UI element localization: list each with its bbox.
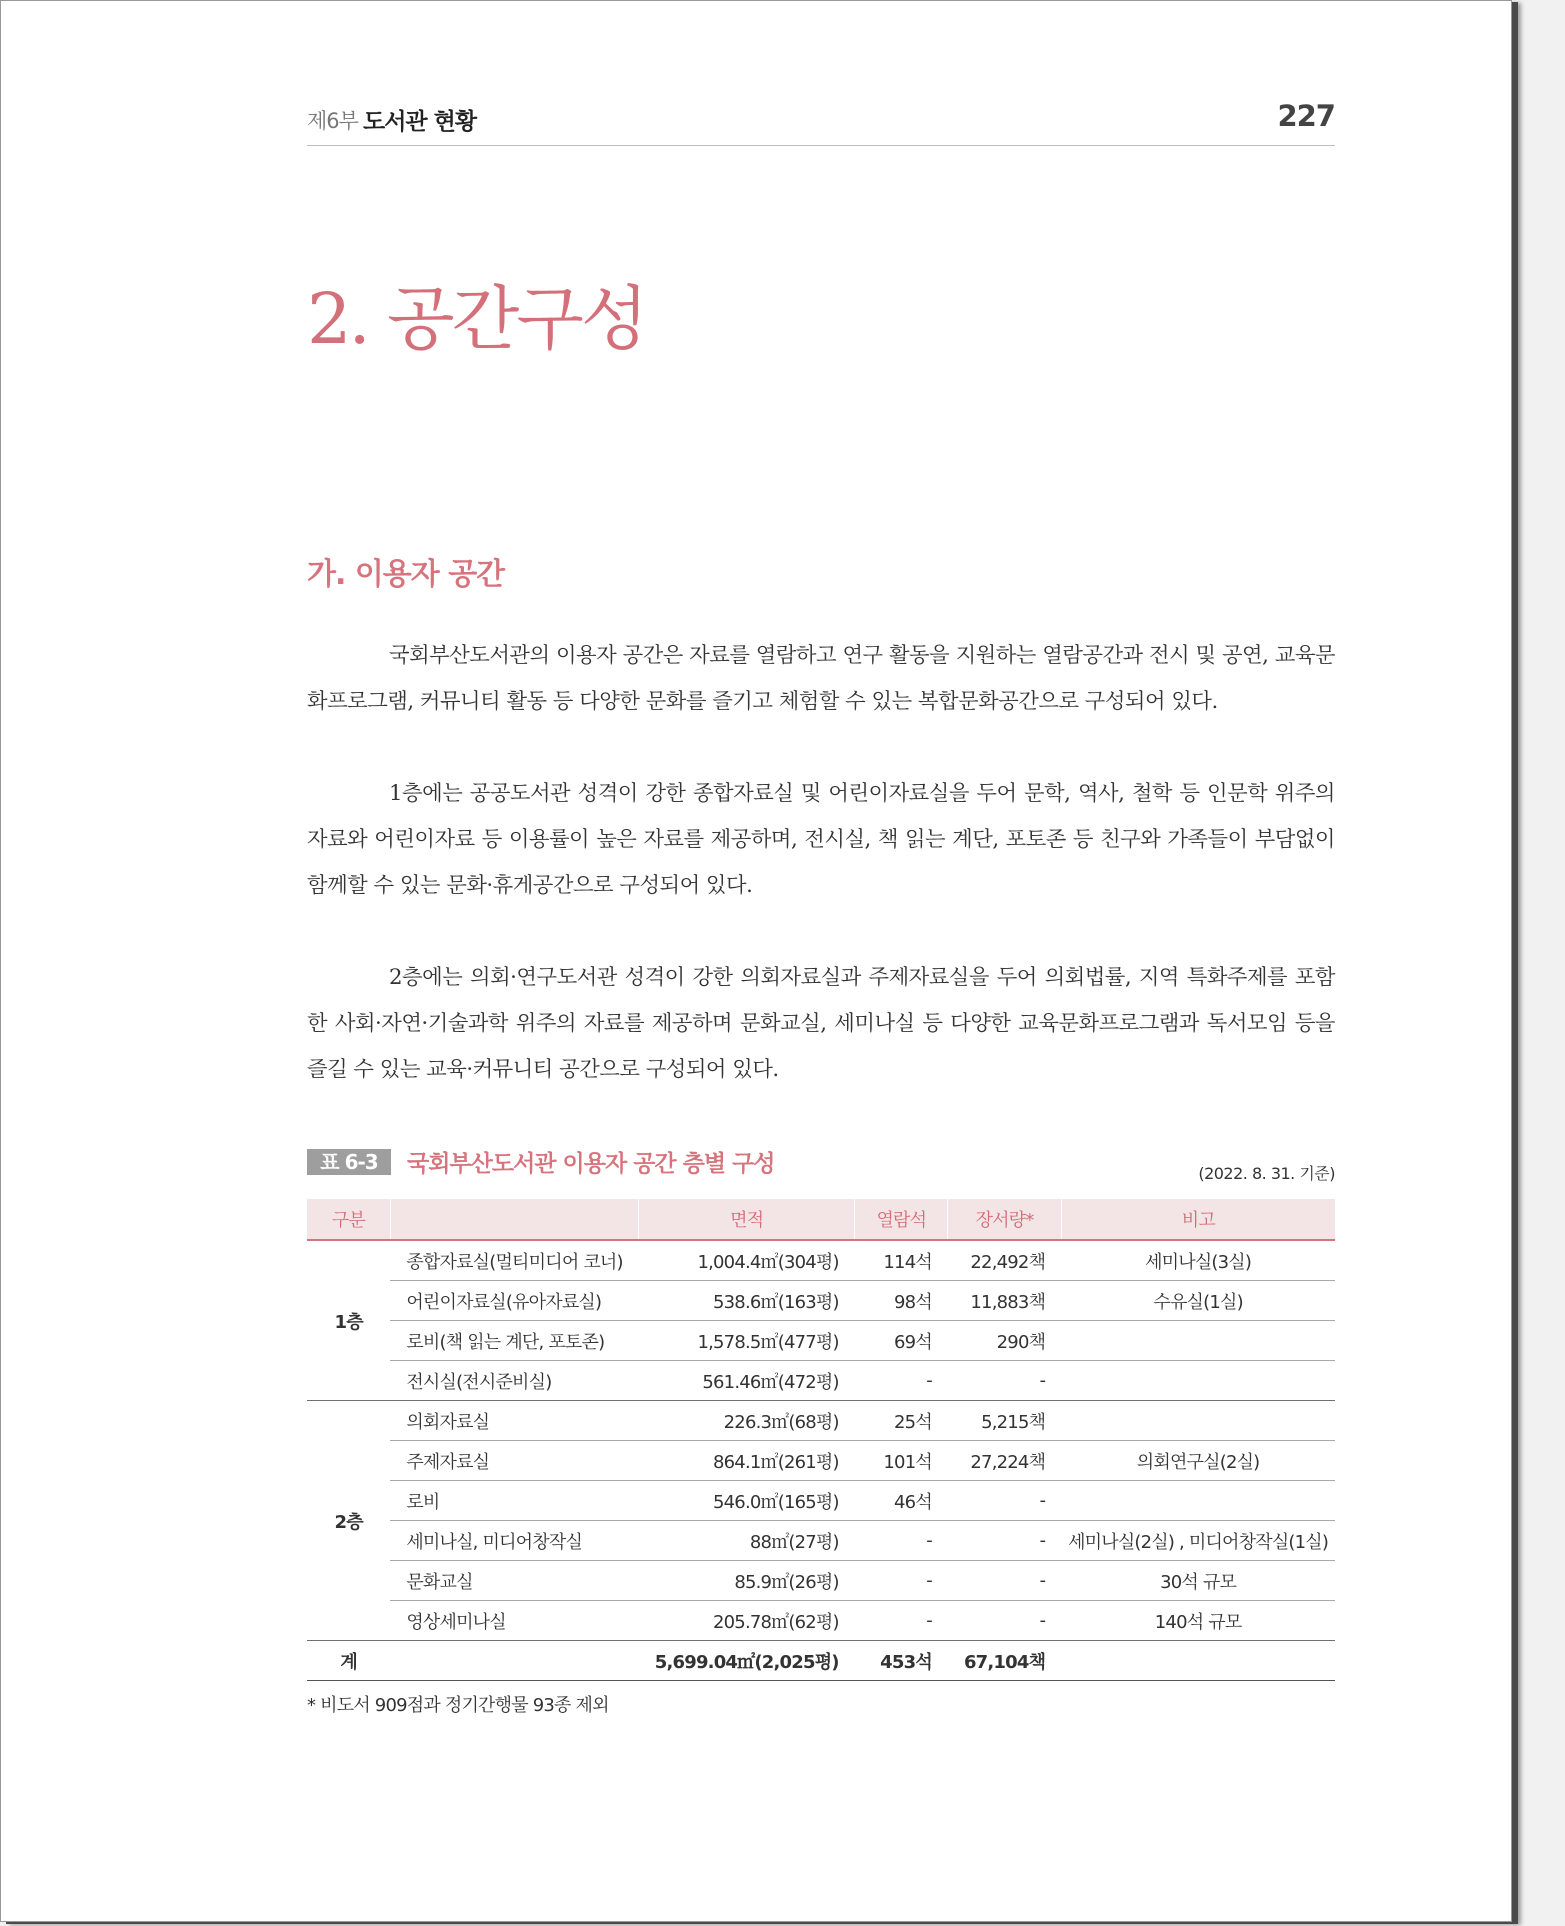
- room-cell: 로비(책 읽는 계단, 포토존): [390, 1321, 638, 1361]
- area-cell: 226.3㎡(68평): [639, 1401, 855, 1441]
- books-cell: 5,215책: [948, 1401, 1061, 1441]
- remarks-cell: 30석 규모: [1061, 1561, 1335, 1601]
- table-caption: [307, 1145, 1335, 1183]
- table-row: [307, 1361, 1335, 1401]
- page-number: 227: [1277, 99, 1335, 133]
- chapter-title: 2. 공간구성: [307, 278, 646, 360]
- area-cell: 1,578.5㎡(477평): [639, 1321, 855, 1361]
- books-cell: -: [948, 1601, 1061, 1641]
- seats-cell: 69석: [855, 1321, 948, 1361]
- books-cell: -: [948, 1361, 1061, 1401]
- total-remarks-cell: [1061, 1641, 1335, 1681]
- area-cell: 88㎡(27평): [639, 1521, 855, 1561]
- paragraph-2: [307, 771, 1335, 909]
- section-name: 도서관 현황: [363, 109, 477, 135]
- remarks-cell: [1061, 1361, 1335, 1401]
- col-header-books: 장서량*: [948, 1199, 1061, 1240]
- paragraph-1-text: 국회부산도서관의 이용자 공간은 자료를 열람하고 연구 활동을 지원하는 열람공간과 전시 및 공연, 교육문화프로그램, 커뮤니티 활동 등 다양한 문화를 즐기고 체험할 수 있는 복합문화공간으로 구성되어 있다.: [307, 643, 1335, 714]
- table-number-badge: 표 6-3: [307, 1149, 391, 1175]
- remarks-cell: 140석 규모: [1061, 1601, 1335, 1641]
- seats-cell: -: [855, 1561, 948, 1601]
- table-row: [307, 1561, 1335, 1601]
- subsection-title: 가. 이용자 공간: [307, 557, 505, 592]
- part-label: 제6부: [307, 109, 358, 133]
- table-row: [307, 1240, 1335, 1281]
- books-cell: 11,883책: [948, 1281, 1061, 1321]
- room-cell: 문화교실: [390, 1561, 638, 1601]
- books-cell: -: [948, 1521, 1061, 1561]
- seats-cell: -: [855, 1601, 948, 1641]
- paragraph-1: [307, 633, 1335, 725]
- paragraph-3-text: 2층에는 의회·연구도서관 성격이 강한 의회자료실과 주제자료실을 두어 의회법률, 지역 특화주제를 포함한 사회·자연·기술과학 위주의 자료를 제공하며 문화교실, 세미나실 등 다양한 교육문화프로그램과 독서모임 등을 즐길 수 있는 교육·커뮤니티 공간으로 구성되어 있다.: [307, 965, 1335, 1082]
- paragraph-3: [307, 955, 1335, 1093]
- area-cell: 1,004.4㎡(304평): [639, 1240, 855, 1281]
- col-header-seats: 열람석: [855, 1199, 948, 1240]
- room-cell: 주제자료실: [390, 1441, 638, 1481]
- total-seats: 453석: [855, 1641, 948, 1681]
- table-title: 국회부산도서관 이용자 공간 층별 구성: [407, 1151, 775, 1177]
- table-total-row: [307, 1641, 1335, 1681]
- table-reference-date: (2022. 8. 31. 기준): [1198, 1164, 1335, 1183]
- area-cell: 864.1㎡(261평): [639, 1441, 855, 1481]
- area-cell: 546.0㎡(165평): [639, 1481, 855, 1521]
- seats-cell: 114석: [855, 1240, 948, 1281]
- remarks-cell: [1061, 1401, 1335, 1441]
- seats-cell: 98석: [855, 1281, 948, 1321]
- table-row: [307, 1281, 1335, 1321]
- col-header-room: [390, 1199, 638, 1240]
- remarks-cell: 의회연구실(2실): [1061, 1441, 1335, 1481]
- floor-cell: 1층: [307, 1240, 390, 1401]
- area-cell: 561.46㎡(472평): [639, 1361, 855, 1401]
- remarks-cell: 수유실(1실): [1061, 1281, 1335, 1321]
- room-cell: 영상세미나실: [390, 1601, 638, 1641]
- seats-cell: 46석: [855, 1481, 948, 1521]
- table-row: [307, 1401, 1335, 1441]
- room-cell: 전시실(전시준비실): [390, 1361, 638, 1401]
- seats-cell: -: [855, 1521, 948, 1561]
- paragraph-2-text: 1층에는 공공도서관 성격이 강한 종합자료실 및 어린이자료실을 두어 문학, 역사, 철학 등 인문학 위주의 자료와 어린이자료 등 이용률이 높은 자료를 제공하며, 전시실, 책 읽는 계단, 포토존 등 친구와 가족들이 부담없이 함께할 수 있는 문화·휴게공간으로 구성되어 있다.: [307, 781, 1335, 898]
- running-header: [307, 101, 1335, 146]
- room-cell: 어린이자료실(유아자료실): [390, 1281, 638, 1321]
- table-row: [307, 1441, 1335, 1481]
- area-cell: 538.6㎡(163평): [639, 1281, 855, 1321]
- seats-cell: -: [855, 1361, 948, 1401]
- room-cell: 의회자료실: [390, 1401, 638, 1441]
- table-row: [307, 1321, 1335, 1361]
- seats-cell: 101석: [855, 1441, 948, 1481]
- table-row: [307, 1521, 1335, 1561]
- remarks-cell: 세미나실(2실) , 미디어창작실(1실): [1061, 1521, 1335, 1561]
- room-cell: 종합자료실(멀티미디어 코너): [390, 1240, 638, 1281]
- books-cell: 22,492책: [948, 1240, 1061, 1281]
- total-books: 67,104책: [948, 1641, 1061, 1681]
- table-row: [307, 1481, 1335, 1521]
- room-cell: 세미나실, 미디어창작실: [390, 1521, 638, 1561]
- space-table: [307, 1199, 1335, 1681]
- col-header-category: 구분: [307, 1199, 390, 1240]
- floor-cell: 2층: [307, 1401, 390, 1641]
- table-row: [307, 1601, 1335, 1641]
- total-room-cell: [390, 1641, 638, 1681]
- remarks-cell: 세미나실(3실): [1061, 1240, 1335, 1281]
- books-cell: 27,224책: [948, 1441, 1061, 1481]
- remarks-cell: [1061, 1481, 1335, 1521]
- books-cell: -: [948, 1561, 1061, 1601]
- table-footnote: * 비도서 909점과 정기간행물 93종 제외: [307, 1695, 609, 1716]
- table-header-row: [307, 1199, 1335, 1240]
- books-cell: -: [948, 1481, 1061, 1521]
- col-header-area: 면적: [639, 1199, 855, 1240]
- total-label: 계: [307, 1641, 390, 1681]
- room-cell: 로비: [390, 1481, 638, 1521]
- col-header-remarks: 비고: [1061, 1199, 1335, 1240]
- area-cell: 85.9㎡(26평): [639, 1561, 855, 1601]
- total-area: 5,699.04㎡(2,025평): [639, 1641, 855, 1681]
- books-cell: 290책: [948, 1321, 1061, 1361]
- seats-cell: 25석: [855, 1401, 948, 1441]
- remarks-cell: [1061, 1321, 1335, 1361]
- area-cell: 205.78㎡(62평): [639, 1601, 855, 1641]
